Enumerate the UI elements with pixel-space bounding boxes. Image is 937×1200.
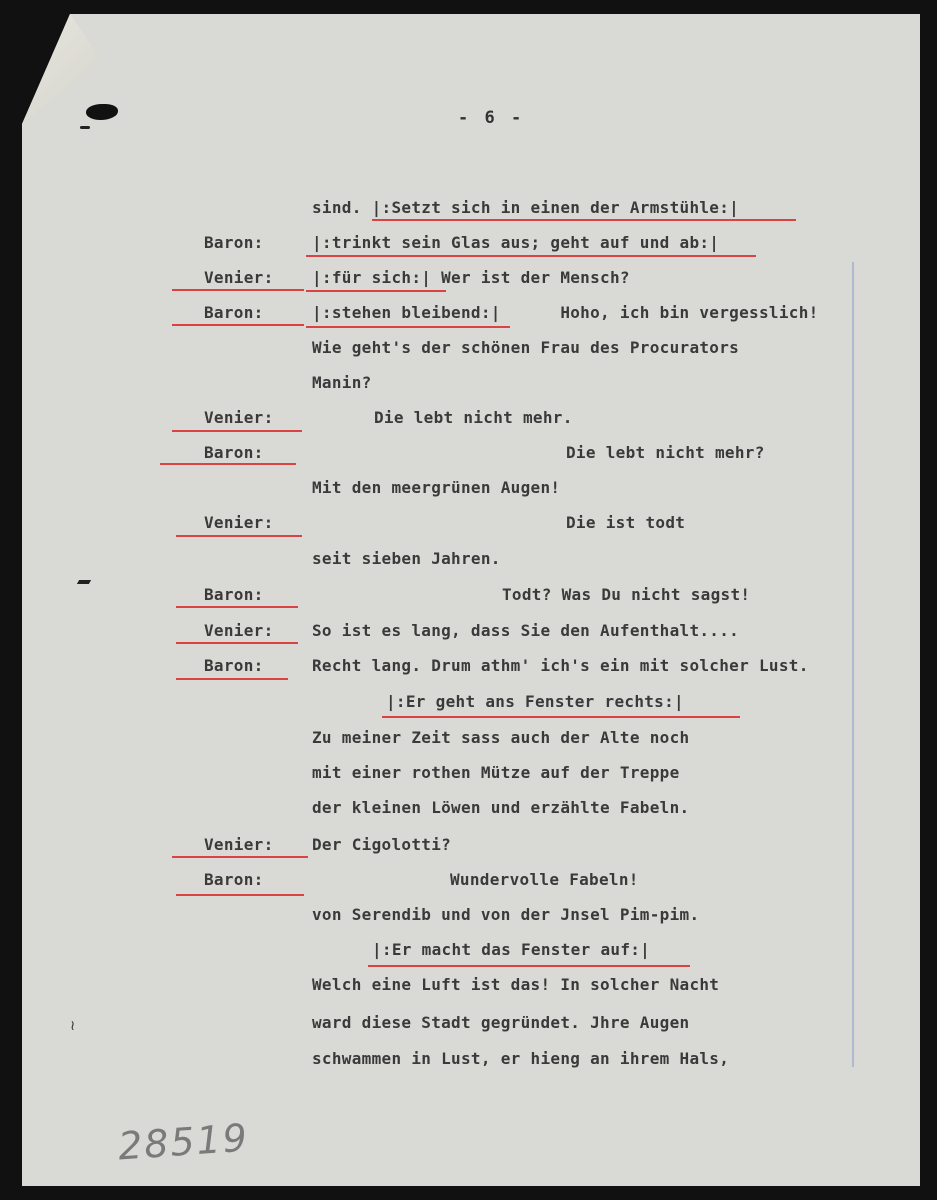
dialogue-line: |:stehen bleibend:| Hoho, ich bin vergesslich! xyxy=(312,303,819,322)
dialogue-line: Wundervolle Fabeln! xyxy=(450,870,639,889)
speaker-underline xyxy=(172,289,304,291)
speaker-underline xyxy=(172,324,304,326)
dialogue-line: Die ist todt xyxy=(566,513,686,532)
speaker-underline xyxy=(160,463,296,465)
speaker-label: Venier: xyxy=(204,268,274,287)
speaker-label: Baron: xyxy=(204,443,264,462)
dialogue-line: Welch eine Luft ist das! In solcher Nacht xyxy=(312,975,720,994)
speaker-underline xyxy=(176,606,298,608)
dialogue-line: Mit den meergrünen Augen! xyxy=(312,478,561,497)
dialogue-line: sind. |:Setzt sich in einen der Armstühle:| xyxy=(312,198,740,217)
ink-mark xyxy=(80,126,90,129)
speaker-label: Venier: xyxy=(204,621,274,640)
dialogue-line: Die lebt nicht mehr. xyxy=(374,408,573,427)
speaker-label: Baron: xyxy=(204,870,264,889)
red-underline xyxy=(382,716,740,718)
dialogue-line: Wie geht's der schönen Frau des Procurators xyxy=(312,338,740,357)
dialogue-line: Todt? Was Du nicht sagst! xyxy=(502,585,751,604)
dialogue-line: Recht lang. Drum athm' ich's ein mit solcher Lust. xyxy=(312,656,809,675)
red-underline xyxy=(372,219,796,221)
speaker-underline xyxy=(176,642,298,644)
dialogue-line: So ist es lang, dass Sie den Aufenthalt.... xyxy=(312,621,740,640)
dialogue-line: Die lebt nicht mehr? xyxy=(566,443,765,462)
dialogue-line: von Serendib und von der Jnsel Pim-pim. xyxy=(312,905,700,924)
speaker-label: Baron: xyxy=(204,303,264,322)
red-underline xyxy=(306,255,756,257)
red-underline xyxy=(368,965,690,967)
margin-mark-small: ≀ xyxy=(70,1018,76,1034)
dialogue-line: seit sieben Jahren. xyxy=(312,549,501,568)
dialogue-line: der kleinen Löwen und erzählte Fabeln. xyxy=(312,798,690,817)
speaker-underline xyxy=(172,856,308,858)
stage-direction: |:trinkt sein Glas aus; geht auf und ab:| xyxy=(312,233,720,252)
dialogue-line: Manin? xyxy=(312,373,372,392)
dialogue-line: |:für sich:| Wer ist der Mensch? xyxy=(312,268,630,287)
speaker-label: Baron: xyxy=(204,233,264,252)
stage-direction: |:Er macht das Fenster auf:| xyxy=(372,940,651,959)
dialogue-line: mit einer rothen Mütze auf der Treppe xyxy=(312,763,680,782)
red-underline xyxy=(306,290,446,292)
page-number: - 6 - xyxy=(458,108,525,128)
stage-direction: |:Er geht ans Fenster rechts:| xyxy=(386,692,684,711)
dialogue-line: Zu meiner Zeit sass auch der Alte noch xyxy=(312,728,690,747)
speaker-underline xyxy=(176,678,288,680)
speaker-label: Baron: xyxy=(204,656,264,675)
archive-number: 28519 xyxy=(116,1115,251,1169)
speaker-label: Baron: xyxy=(204,585,264,604)
speaker-label: Venier: xyxy=(204,513,274,532)
blue-pencil-line xyxy=(852,262,854,1067)
speaker-underline xyxy=(172,430,302,432)
speaker-label: Venier: xyxy=(204,408,274,427)
speaker-label: Venier: xyxy=(204,835,274,854)
dialogue-line: schwammen in Lust, er hieng an ihrem Hals, xyxy=(312,1049,730,1068)
speaker-underline xyxy=(176,894,304,896)
dialogue-line: ward diese Stadt gegründet. Jhre Augen xyxy=(312,1013,690,1032)
red-underline xyxy=(306,326,510,328)
dialogue-line: Der Cigolotti? xyxy=(312,835,452,854)
speaker-underline xyxy=(176,535,302,537)
document-page xyxy=(22,14,920,1186)
margin-mark xyxy=(77,580,91,584)
